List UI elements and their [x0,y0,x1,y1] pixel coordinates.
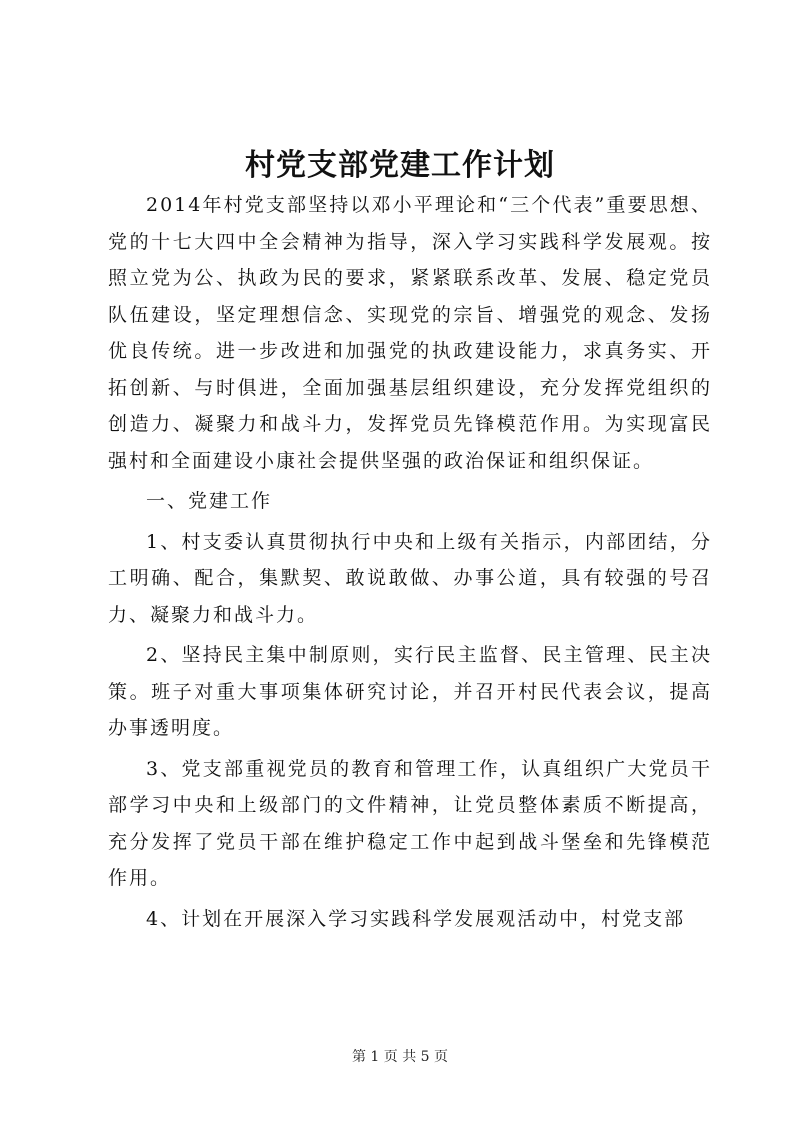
document-body [108,187,712,937]
document-title: 村党支部党建工作计划 [245,148,555,183]
item-paragraph-4: 4、计划在开展深入学习实践科学发展观活动中，村党支部 [146,907,686,930]
item-paragraph-1: 1、村支委认真贯彻执行中央和上级有关指示，内部团结，分工明确、配合，集默契、敢说敢做、办事公道，具有较强的号召力、凝聚力和战斗力。 [108,530,712,626]
page-number-footer: 第 1 页 共 5 页 [351,1049,449,1065]
intro-paragraph: 2014年村党支部坚持以邓小平理论和“三个代表”重要思想、党的十七大四中全会精神为指导，深入学习实践科学发展观。按照立党为公、执政为民的要求，紧紧联系改革、发展、稳定党员队伍建设，坚定理想信念、实现党的宗旨、增强党的观念、发扬优良传统。进一步改进和加强党的执政建设能力，求真务实、开拓创新、与时俱进，全面加强基层组织建设，充分发挥党组织的创造力、凝聚力和战斗力，发挥党员先锋模范作用。为实现富民强村和全面建设小康社会提供坚强的政治保证和组织保证。 [108,194,712,472]
item-paragraph-3: 3、党支部重视党员的教育和管理工作，认真组织广大党员干部学习中央和上级部门的文件精神，让党员整体素质不断提高，充分发挥了党员干部在维护稳定工作中起到战斗堡垒和先锋模范作用。 [108,757,712,889]
section-heading: 一、党建工作 [146,490,273,512]
item-paragraph-2: 2、坚持民主集中制原则，实行民主监督、民主管理、民主决策。班子对重大事项集体研究讨论，并召开村民代表会议，提高办事透明度。 [108,644,712,739]
